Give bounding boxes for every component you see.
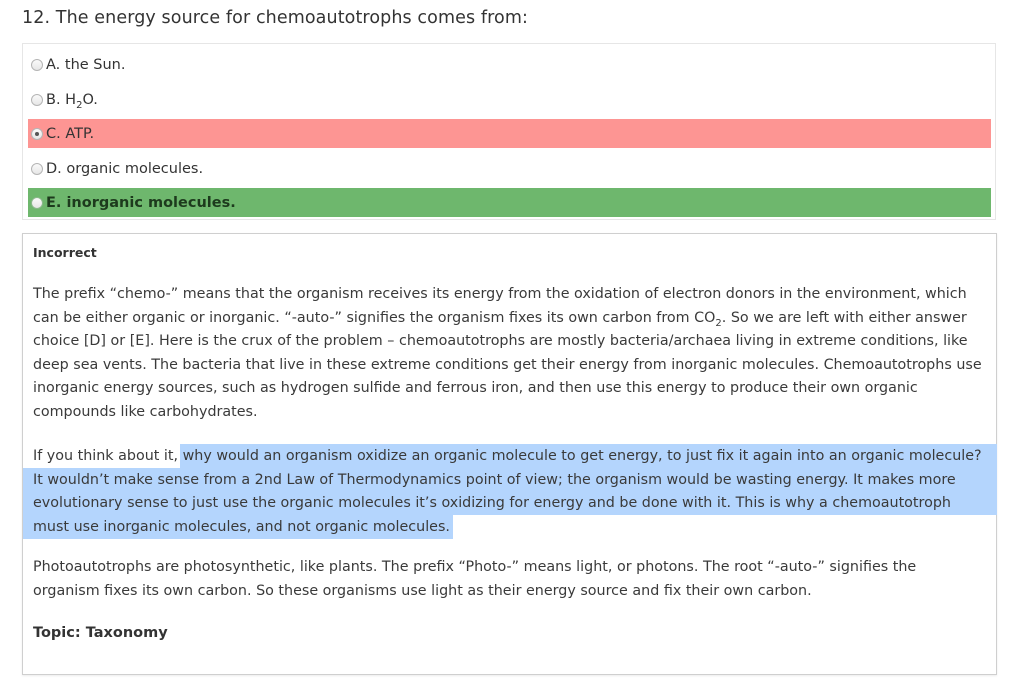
question-text: 12. The energy source for chemoautotrophs comes from: — [22, 8, 528, 28]
option-label: E. inorganic molecules. — [46, 194, 236, 211]
option-d[interactable] — [28, 154, 991, 183]
explanation-paragraph-3: Photoautotrophs are photosynthetic, like plants. The prefix “Photo-” means light, or photons. The root “-auto-” signifies the organism fixes its own carbon. So these organisms use light as their energy source and fix their own carbon. — [33, 559, 917, 599]
option-a[interactable] — [28, 50, 991, 79]
option-c-selected-wrong[interactable] — [28, 119, 991, 148]
option-label: C. ATP. — [46, 125, 95, 142]
option-label: D. organic molecules. — [46, 160, 204, 177]
option-b[interactable] — [28, 85, 991, 114]
radio-checked-icon[interactable] — [31, 128, 43, 140]
explanation-paragraph-1: The prefix “chemo-” means that the organism receives its energy from the oxidation of electron donors in the environment, which can be either organic or inorganic. “-auto-” signifies the organism fixes its own carbon from $CO_2$. So we are left with either answer choice [D] or [E]. Here is the crux of the problem – chemoautotrophs are mostly bacteria/archaea living in extreme conditions, like deep sea vents. The bacteria that live in these extreme conditions get their energy from inorganic molecules. Chemoautotrophs use inorganic energy sources, such as hydrogen sulfide and ferrous iron, and then use this energy to produce their own organic compounds like carbohydrates. — [33, 286, 982, 420]
option-label: B. $H_2O$. — [46, 91, 98, 111]
topic-label: Topic: Taxonomy — [33, 625, 168, 641]
option-e-correct[interactable] — [28, 188, 991, 217]
option-label: A. the Sun. — [46, 56, 126, 73]
radio-icon[interactable] — [31, 59, 43, 71]
radio-icon[interactable] — [31, 94, 43, 106]
feedback-panel — [22, 233, 997, 675]
explanation-paragraph-2: If you think about it, why would an organism oxidize an organic molecule to get energy, to just fix it again into an organic molecule? It wouldn’t make sense from a 2nd Law of Thermodynamics point of view; the organism would be wasting energy. It makes more evolutionary sense to just use the organic molecules it’s oxidizing for energy and be done with it. This is why a chemoautotroph must use inorganic molecules, and not organic molecules. — [33, 448, 982, 535]
answer-options — [22, 43, 996, 220]
radio-icon[interactable] — [31, 163, 43, 175]
feedback-status: Incorrect — [33, 245, 97, 260]
radio-icon[interactable] — [31, 197, 43, 209]
